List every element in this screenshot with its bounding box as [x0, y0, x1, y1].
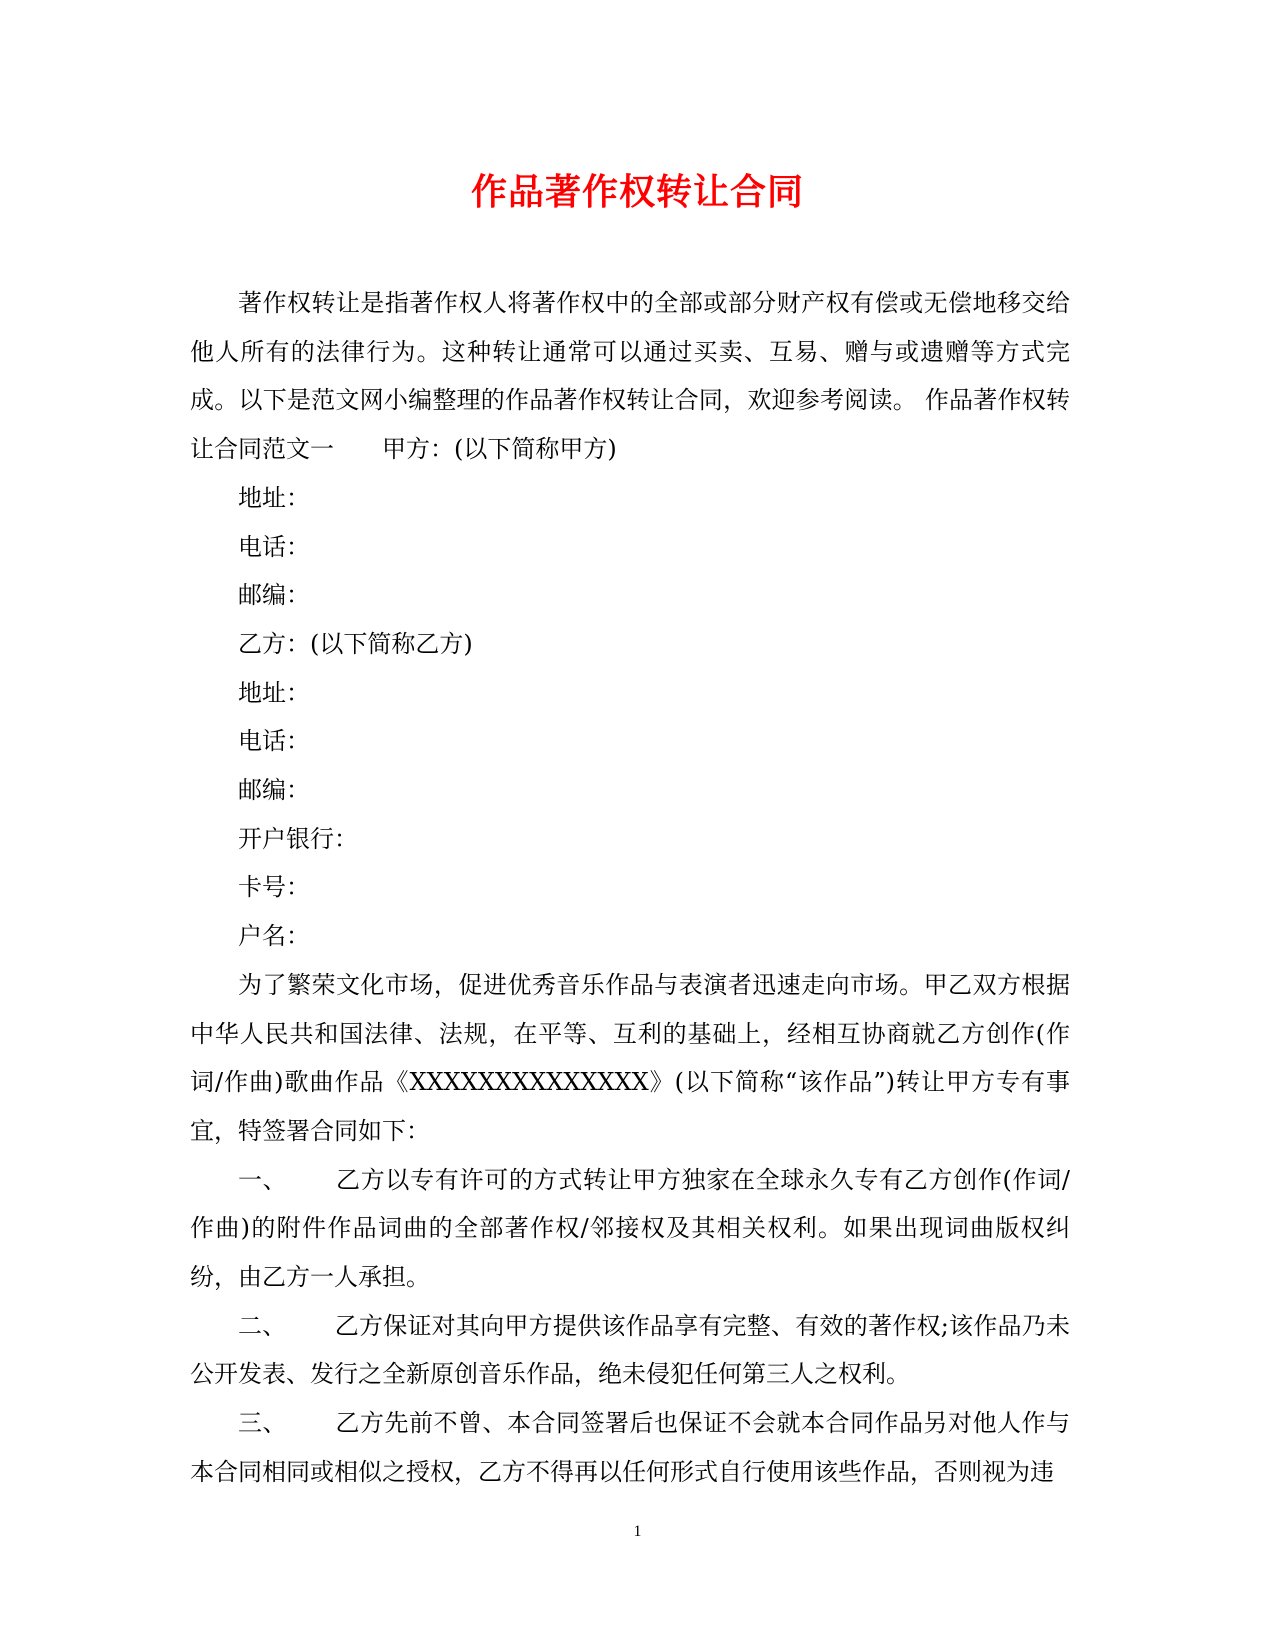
party-a-address: 地址： — [238, 483, 310, 512]
clause-number: 二、 — [238, 1311, 287, 1340]
clause-2 — [190, 1302, 1070, 1399]
party-b-phone: 电话： — [238, 727, 310, 756]
clause-1 — [190, 1156, 1070, 1302]
party-b-address: 地址： — [238, 678, 310, 707]
intro-paragraph — [190, 279, 1070, 474]
clause-3 — [190, 1399, 1070, 1496]
party-b-label: 乙方：(以下简称乙方) — [238, 629, 473, 658]
party-b-account-name: 户名： — [238, 922, 310, 951]
party-a-label: 甲方：(以下简称甲方) — [382, 435, 617, 464]
clause-text: 乙方以专有许可的方式转让甲方独家在全球永久专有乙方创作(作词/作曲)的附件作品词曲的全部著作权/邻接权及其相关权利。如果出现词曲版权纠纷，由乙方一人承担。 — [190, 1165, 1071, 1292]
preamble-paragraph: 为了繁荣文化市场，促进优秀音乐作品与表演者迅速走向市场。甲乙双方根据中华人民共和国法律、法规，在平等、互利的基础上，经相互协商就乙方创作(作词/作曲)歌曲作品《XXXXXXXXXXXXXX》(以下简称“该作品”)转让甲方专有事宜，特签署合同如下： — [190, 970, 1070, 1145]
clause-number: 一、 — [238, 1165, 288, 1194]
document-title: 作品著作权转让合同 — [470, 171, 804, 213]
clause-text: 乙方保证对其向甲方提供该作品享有完整、有效的著作权;该作品乃未公开发表、发行之全新原创音乐作品，绝未侵犯任何第三人之权利。 — [190, 1311, 1070, 1389]
clause-text: 乙方先前不曾、本合同签署后也保证不会就本合同作品另对他人作与本合同相同或相似之授权，乙方不得再以任何形式自行使用该些作品，否则视为违 — [190, 1409, 1070, 1486]
party-a-postcode: 邮编： — [238, 581, 310, 610]
clause-number: 三、 — [238, 1409, 287, 1438]
page-number: 1 — [633, 1523, 642, 1540]
party-b-bank: 开户银行： — [238, 824, 358, 853]
party-a-phone: 电话： — [238, 532, 310, 561]
party-b-card-number: 卡号： — [238, 873, 310, 902]
document-body — [190, 279, 1070, 1497]
party-b-postcode: 邮编： — [238, 776, 310, 805]
intro-text: 著作权转让是指著作权人将著作权中的全部或部分财产权有偿或无偿地移交给他人所有的法律行为。这种转让通常可以通过买卖、互易、赠与或遗赠等方式完成。以下是范文网小编整理的作品著作权转让合同，欢迎参考阅读。 作品著作权转让合同范文一 — [190, 289, 1070, 464]
